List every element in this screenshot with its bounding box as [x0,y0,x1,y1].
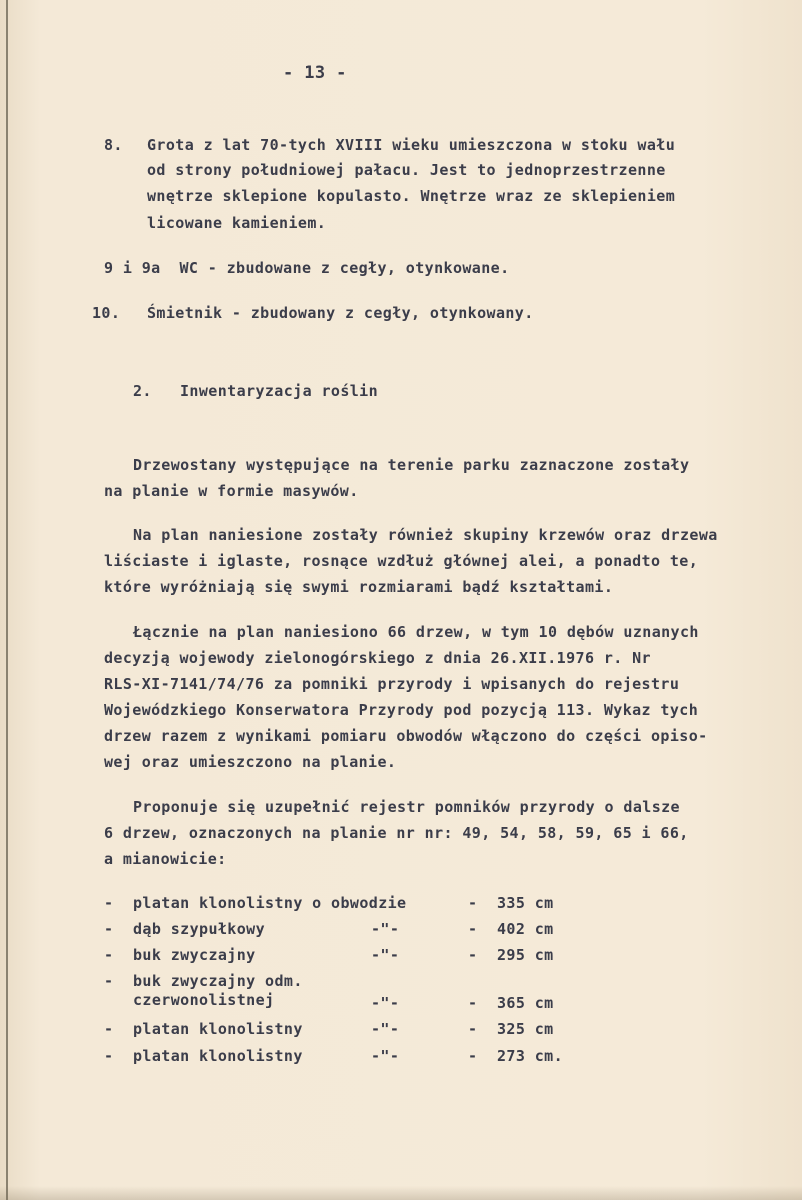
paragraph-line: liściaste i iglaste, rosnące wzdłuż głównej alei, a ponadto te, [104,552,699,570]
item-9: 9 i 9a WC - zbudowane z cegły, otynkowane. [104,259,510,277]
item-8-line: od strony południowej pałacu. Jest to jednoprzestrzenne [147,161,666,179]
list-separator: - [468,920,478,938]
paragraph-line: Łącznie na plan naniesiono 66 drzew, w tym 10 dębów uznanych [133,623,699,641]
page-bottom-shadow [0,1186,802,1200]
tree-girth: 402 cm [497,920,554,938]
tree-girth: 295 cm [497,946,554,964]
list-dash: - [104,972,114,990]
tree-girth: 325 cm [497,1020,554,1038]
tree-name: buk zwyczajny [133,946,256,964]
tree-girth: 365 cm [497,994,554,1012]
item-8-line: licowane kamieniem. [147,214,327,232]
list-separator: - [468,946,478,964]
item-10-number: 10. [92,304,121,322]
list-separator: - [468,1047,478,1065]
paragraph-line: 6 drzew, oznaczonych na planie nr nr: 49, 54, 58, 59, 65 i 66, [104,824,689,842]
paragraph-line: wej oraz umieszczono na planie. [104,753,397,771]
item-10-text: Śmietnik - zbudowany z cegły, otynkowany. [147,304,534,322]
paragraph-line: drzew razem z wynikami pomiaru obwodów włączono do części opiso- [104,727,708,745]
paragraph-line: na planie w formie masywów. [104,482,359,500]
ditto-mark: -"- [371,1020,400,1038]
paragraph-line: które wyróżniają się swymi rozmiarami bądź kształtami. [104,578,614,596]
tree-name: platan klonolistny o obwodzie [133,894,407,912]
list-dash: - [104,920,114,938]
item-8-line: Grota z lat 70-tych XVIII wieku umieszczona w stoku wału [147,136,676,154]
tree-girth: 335 cm [497,894,554,912]
tree-name: buk zwyczajny odm. [133,972,303,990]
list-dash: - [104,1020,114,1038]
page-binding-edge [6,0,8,1200]
paragraph-line: Drzewostany występujące na terenie parku zaznaczone zostały [133,456,690,474]
paragraph-line: Wojewódzkiego Konserwatora Przyrody pod pozycją 113. Wykaz tych [104,701,699,719]
list-separator: - [468,1020,478,1038]
page-number: - 13 - [283,63,347,83]
list-separator: - [468,994,478,1012]
section-title: Inwentaryzacja roślin [180,382,379,400]
list-separator: - [468,894,478,912]
paragraph-line: Proponuje się uzupełnić rejestr pomników przyrody o dalsze [133,798,680,816]
tree-name: dąb szypułkowy [133,920,266,938]
item-8-number: 8. [104,136,123,154]
tree-name-continued: czerwonolistnej [133,991,275,1009]
list-dash: - [104,1047,114,1065]
item-8-line: wnętrze sklepione kopulasto. Wnętrze wraz ze sklepieniem [147,187,676,205]
paragraph-line: decyzją wojewody zielonogórskiego z dnia 26.XII.1976 r. Nr [104,649,651,667]
section-number: 2. [133,382,152,400]
ditto-mark: -"- [371,1047,400,1065]
paragraph-line: a mianowicie: [104,850,227,868]
ditto-mark: -"- [371,994,400,1012]
paragraph-line: Na plan naniesione zostały również skupiny krzewów oraz drzewa [133,526,718,544]
paragraph-line: RLS-XI-7141/74/76 za pomniki przyrody i wpisanych do rejestru [104,675,680,693]
list-dash: - [104,946,114,964]
tree-girth: 273 cm. [497,1047,564,1065]
tree-name: platan klonolistny [133,1020,303,1038]
list-dash: - [104,894,114,912]
ditto-mark: -"- [371,946,400,964]
tree-name: platan klonolistny [133,1047,303,1065]
ditto-mark: -"- [371,920,400,938]
